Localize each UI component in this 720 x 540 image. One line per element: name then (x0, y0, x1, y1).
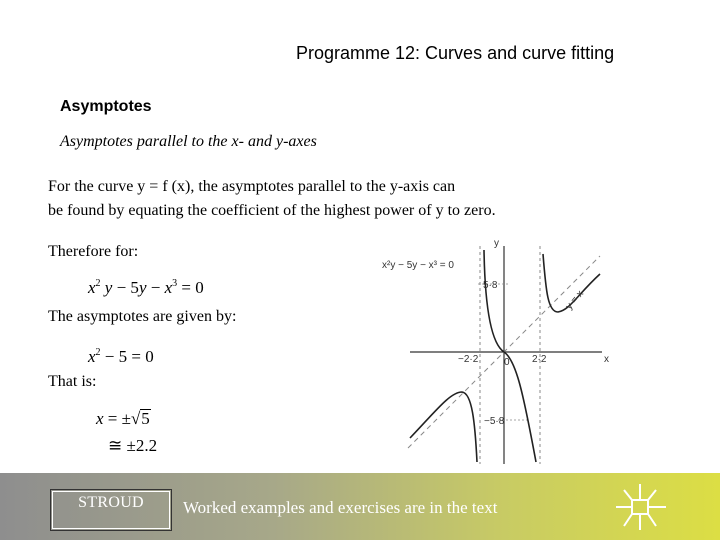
graph-equation-label: x²y − 5y − x³ = 0 (382, 260, 454, 271)
equation-asymptote: $x^2 - 5 = 0$ (88, 347, 154, 366)
x-axis-label: x (604, 354, 609, 365)
equation-curve: $x^2$ $y - 5y - x^3 = 0$ (88, 278, 204, 297)
equation-solution: x = ±√5 (96, 409, 150, 428)
origin-label: 0 (504, 357, 510, 368)
stroud-logo-text: STROUD (78, 494, 144, 511)
body-paragraph-line-2: be found by equating the coefficient of the highest power of y to zero. (48, 202, 496, 219)
x-tick-positive: 2·2 (532, 354, 547, 365)
curve-left-branch (410, 392, 477, 462)
asymptotes-given-text: The asymptotes are given by: (48, 308, 237, 325)
compass-icon (612, 482, 670, 534)
y-axis-label: y (494, 238, 499, 249)
oblique-asymptote-label: y = x (563, 288, 587, 312)
y-tick-positive: 5·8 (483, 280, 498, 291)
y-tick-negative: −5·8 (484, 416, 505, 427)
x-tick-negative: −2·2 (458, 354, 479, 365)
that-is-text: That is: (48, 373, 97, 390)
page-title: Programme 12: Curves and curve fitting (296, 43, 615, 63)
body-paragraph-line-1: For the curve y = f (x), the asymptotes parallel to the y-axis can (48, 178, 456, 195)
therefore-text: Therefore for: (48, 243, 139, 260)
asymptote-graph (380, 232, 620, 468)
section-heading: Asymptotes (60, 98, 152, 115)
section-subheading: Asymptotes parallel to the x- and y-axes (60, 133, 317, 150)
equation-approx: ≅ ±2.2 (108, 436, 158, 455)
footer-caption: Worked examples and exercises are in the text (183, 498, 498, 517)
